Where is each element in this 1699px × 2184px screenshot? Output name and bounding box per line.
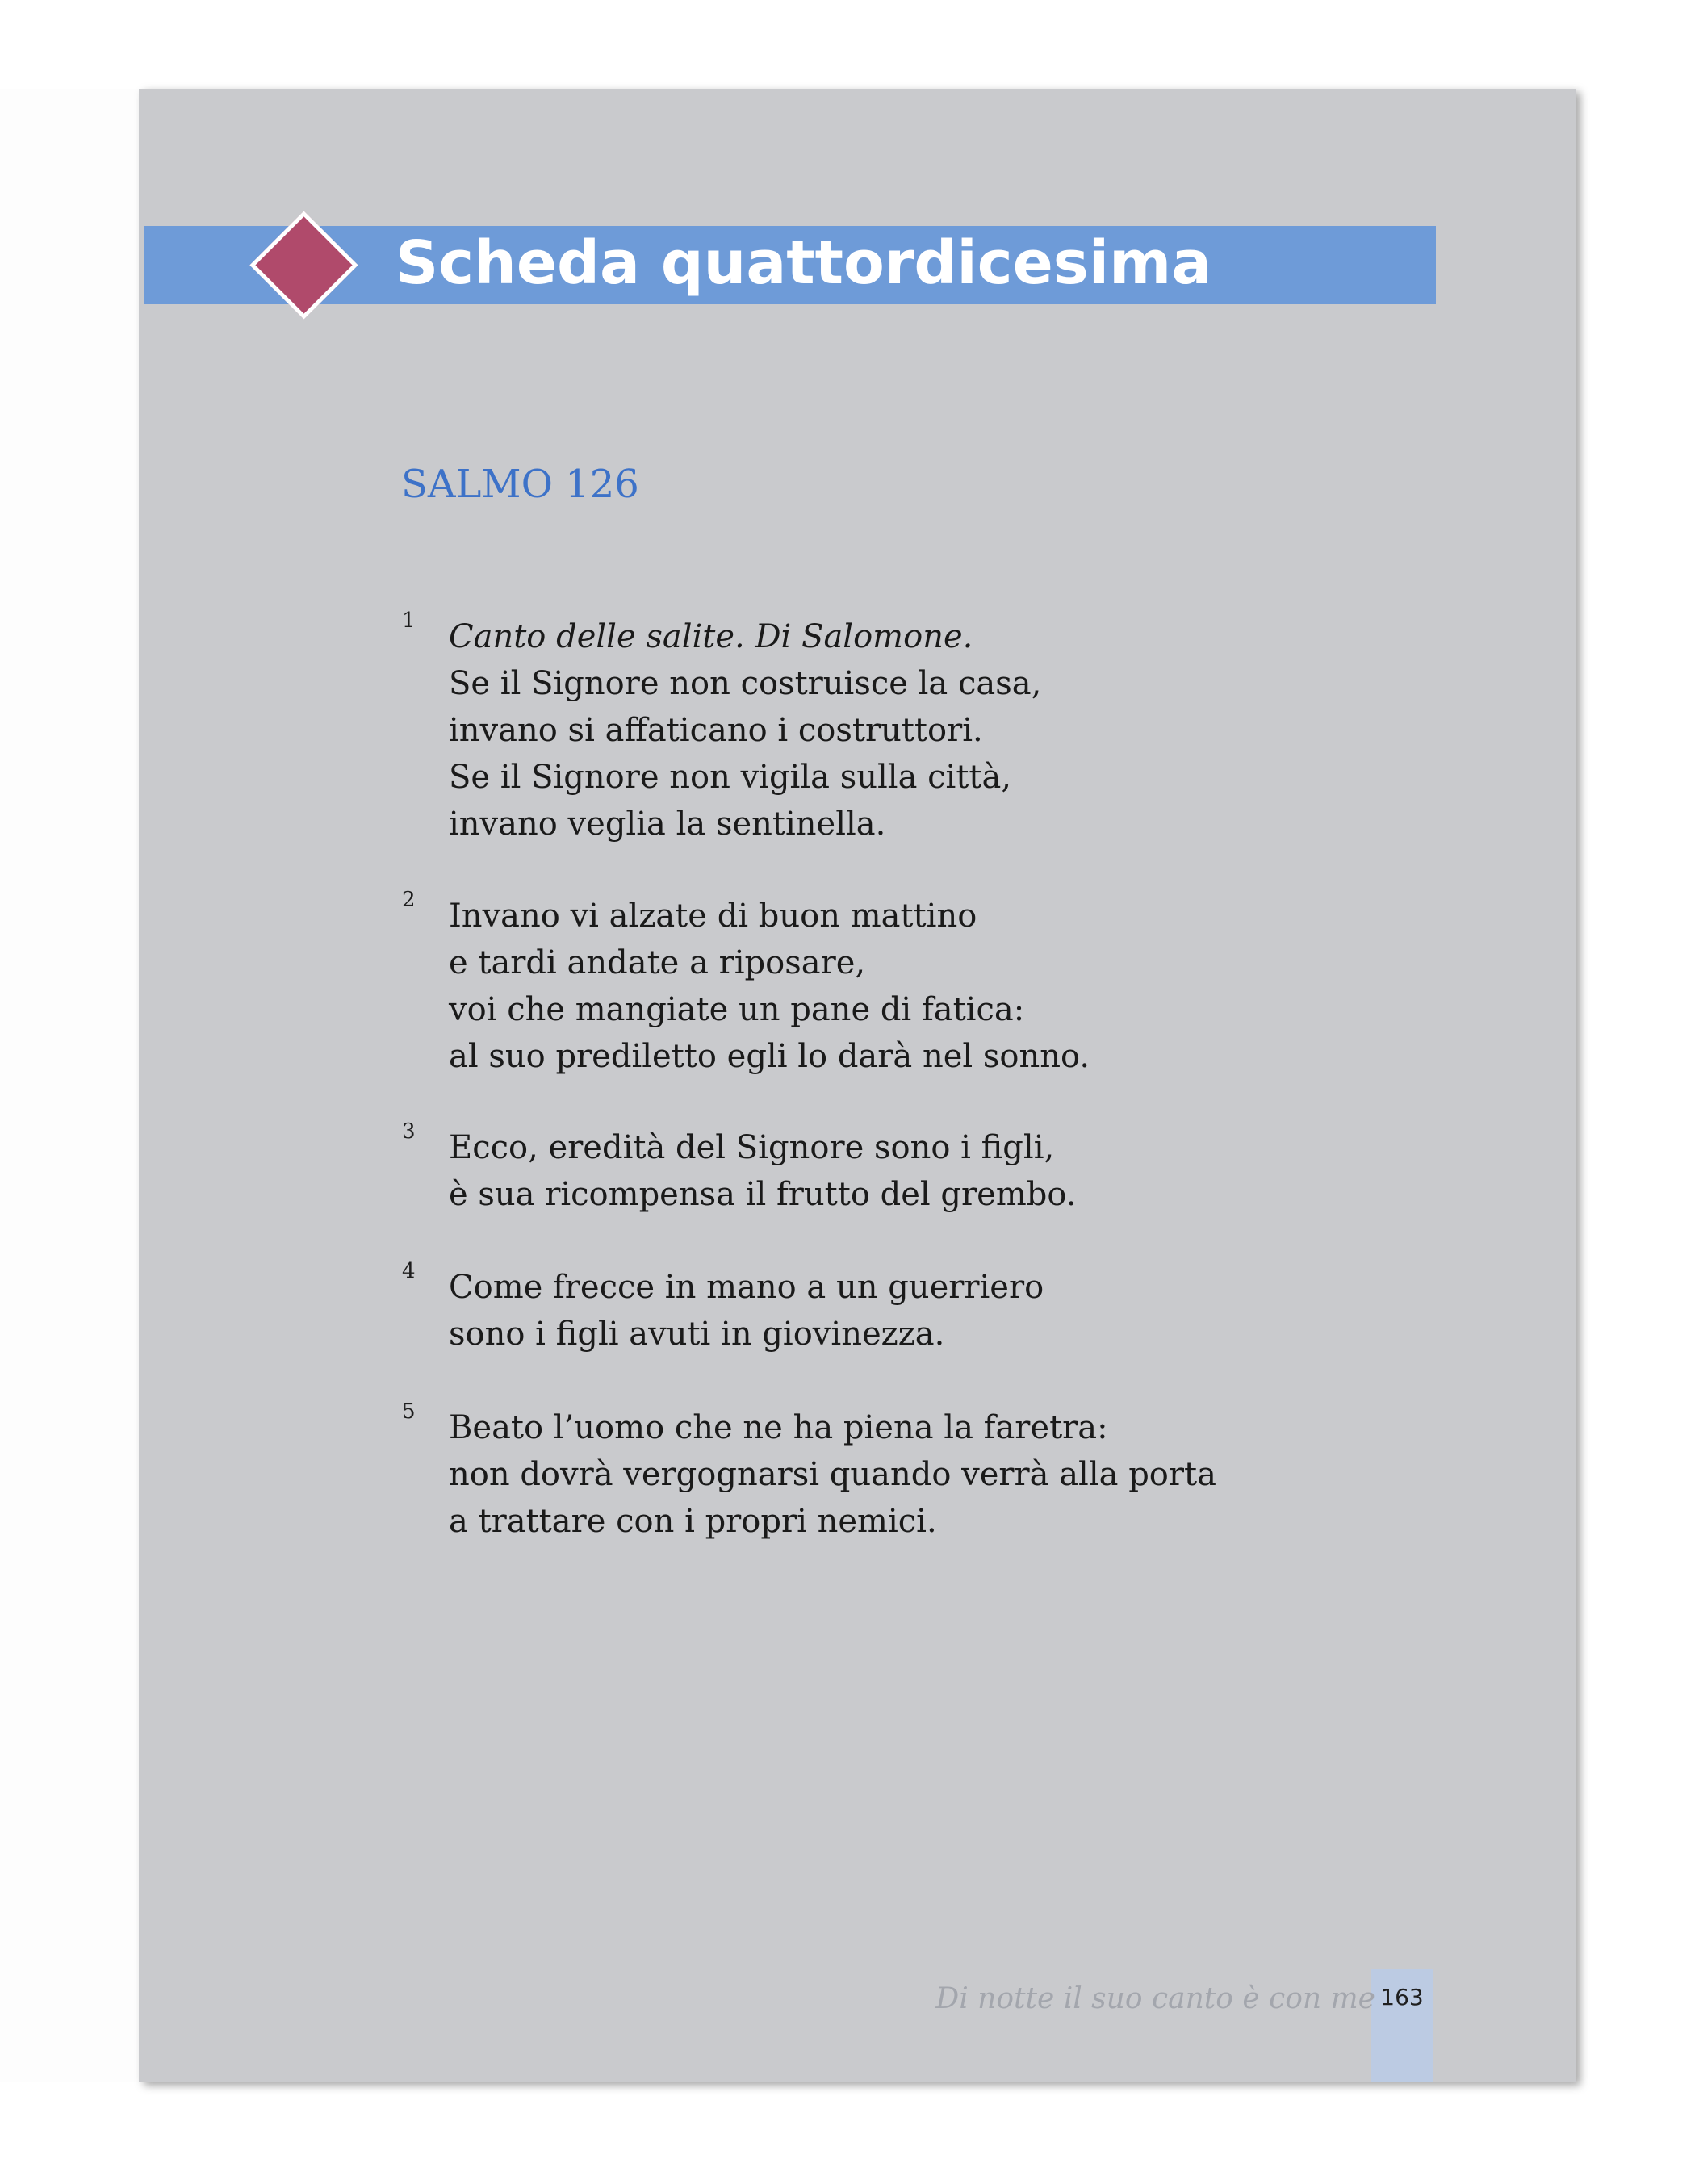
verse-line: è sua ricompensa il frutto del grembo.	[449, 1176, 1077, 1213]
verse-1	[402, 609, 1451, 847]
page-number: 163	[1380, 1984, 1424, 2010]
verse-number: 3	[402, 1119, 416, 1144]
verse-4	[402, 1259, 1451, 1358]
verse-number: 5	[402, 1400, 416, 1424]
book-page	[139, 89, 1576, 2082]
verse-line: al suo prediletto egli lo darà nel sonno.	[449, 1038, 1090, 1075]
verse-line: Come frecce in mano a un guerriero	[449, 1269, 1044, 1306]
verse-number: 4	[402, 1259, 416, 1283]
verse-line: e tardi andate a riposare,	[449, 944, 866, 981]
psalm-title: SALMO 126	[401, 462, 639, 507]
verse-line: sono i figli avuti in giovinezza.	[449, 1316, 945, 1353]
verse-line: Se il Signore non vigila sulla città,	[449, 759, 1012, 796]
section-title: Scheda quattordicesima	[395, 228, 1212, 298]
verse-5	[402, 1400, 1451, 1545]
verse-line: Canto delle salite. Di Salomone.	[449, 618, 973, 655]
verse-line: Se il Signore non costruisce la casa,	[449, 665, 1042, 702]
verse-line: Invano vi alzate di buon mattino	[449, 897, 977, 935]
verse-line: invano veglia la sentinella.	[449, 805, 886, 843]
verse-number: 2	[402, 888, 416, 912]
verse-2	[402, 888, 1451, 1080]
verse-line: Ecco, eredità del Signore sono i figli,	[449, 1129, 1055, 1166]
facing-page-edge	[0, 89, 140, 2082]
running-footer: Di notte il suo canto è con me	[935, 1982, 1375, 2015]
verse-line: Beato l’uomo che ne ha piena la faretra:	[449, 1409, 1108, 1446]
verse-line: a trattare con i propri nemici.	[449, 1503, 937, 1540]
verse-line: invano si affaticano i costruttori.	[449, 712, 983, 749]
verse-line: voi che mangiate un pane di fatica:	[449, 991, 1025, 1028]
verse-line: non dovrà vergognarsi quando verrà alla porta	[449, 1456, 1216, 1493]
verse-3	[402, 1119, 1451, 1218]
verse-number: 1	[402, 609, 416, 633]
